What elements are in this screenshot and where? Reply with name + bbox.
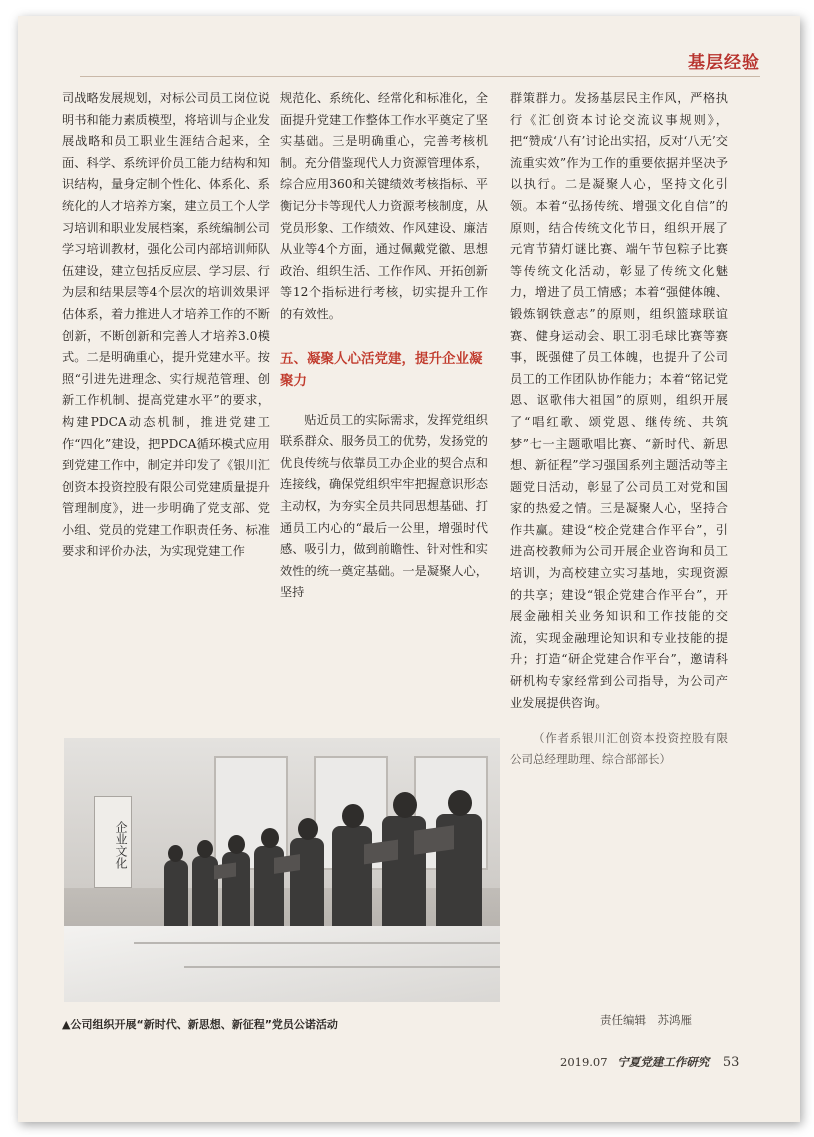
photo-person — [290, 838, 324, 932]
photo-party-pledge — [64, 738, 500, 1002]
photo-person — [164, 860, 188, 932]
author-byline: （作者系银川汇创资本投资控股有限公司总经理助理、综合部部长） — [510, 731, 728, 767]
paragraph: 司战略发展规划，对标公司员工岗位说明书和能力素质模型，将培训与企业发展战略和员工职业生涯结合起来，全面、科学、系统评价员工能力结构和知识结构，量身定制个性化、体系化、系统化的人才培养方案，建立员工个人学习培训和职业发展档案，系统编制公司学习培训教材，强化公司内部培训师队伍建设，建立包括反应层、学习层、行为层和结果层等4个层次的培训效果评估体系，着力推进人才培养工作的不断创新，不断创新和完善人才培养3.0模式。二是明确重心，提升党建水平。按照“引进先进理念、实行规范管理、创新工作机制、提高党建水平”的要求，构建PDCA动态机制，推进党建工作“四化”建设，把PDCA循环模式应用到党建工作中，制定并印发了《银川汇创资本投资控股有限公司党建质量提升管理制度》，进一步明确了党支部、党小组、党员的党建工作职责任务、标准要求和评价办法，为实现党建工作 — [62, 91, 270, 559]
paragraph: 贴近员工的实际需求，发挥党组织联系群众、服务员工的优势，发扬党的优良传统与依靠员工办企业的契合点和连接线，确保党组织牢牢把握意识形态主动权，为夯实全员共同思想基础、打通员工内心的“最后一公里，增强时代感、吸引力，做到前瞻性、针对性和实效性的统一奠定基础。一是凝聚人心，坚持 — [280, 412, 488, 600]
photo-head — [393, 792, 417, 818]
text-column-2 — [280, 88, 488, 604]
header-rule — [80, 76, 760, 77]
text-column-1 — [62, 88, 270, 563]
paragraph: 群策群力。发扬基层民主作风，严格执行《汇创资本讨论交流议事规则》，把“赞成‘八有’讨论出实招，反对‘八无’交流重实效”作为工作的重要依据并坚决予以执行。二是凝聚人心，坚持文化引领。本着“弘扬传统、增强文化自信”的原则，结合传统文化节日，组织开展了元宵节猜灯谜比赛、端午节包粽子比赛等传统文化活动，彰显了传统文化魅力，增进了员工情感；本着“强健体魄、锻炼钢铁意志”的原则，组织篮球联谊赛、健身运动会、职工羽毛球比赛等赛事，既强健了员工体魄，也提升了公司员工的工作团队协作能力；本着“铭记党恩、讴歌伟大祖国”的原则，组织开展了“唱红歌、颂党恩、继传统、共筑梦”七一主题歌唱比赛、“新时代、新思想、新征程”学习强国系列主题活动等主题党日活动，彰显了公司员工对党和国家的热爱之情。三是凝聚人心，坚持合作共赢。建设“校企党建合作平台”，引进高校教师为公司开展企业咨询和员工培训，为高校建立实习基地，实现资源的共享；建设“银企党建合作平台”，开展金融相关业务知识和工作技能的交流，实现金融理论知识和专业技能的提升；打造“研企党建合作平台”，邀请科研机构专家经常到公司指导，为公司产业发展提供咨询。 — [510, 91, 728, 710]
journal-name: 宁夏党建工作研究 — [617, 1055, 710, 1069]
photo-head — [197, 840, 213, 858]
page-footer — [560, 1054, 739, 1070]
section-tag: 基层经验 — [688, 53, 760, 73]
text-column-3 — [510, 88, 728, 770]
photo-head — [168, 845, 183, 862]
responsible-editor: 责任编辑 苏鸿雁 — [600, 1013, 692, 1027]
photo-head — [448, 790, 472, 816]
page-number: 53 — [722, 1055, 740, 1070]
photo-head — [298, 818, 318, 840]
photo-head — [261, 828, 279, 848]
photo-table-edge — [134, 942, 500, 944]
photo-table-edge — [184, 966, 500, 968]
photo-table — [64, 926, 500, 1002]
paragraph: 规范化、系统化、经常化和标准化，全面提升党建工作整体工作水平奠定了坚实基础。三是明确重心，完善考核机制。充分借鉴现代人力资源管理体系，综合应用360和关键绩效考核指标、平衡记分卡等现代人力资源考核制度，从党员形象、工作绩效、作风建设、廉洁从业等4个方面，通过佩戴党徽、思想政治、组织生活、工作作风、开拓创新等12个指标进行考核，切实提升工作的有效性。 — [280, 91, 488, 321]
issue-date: 2019.07 — [560, 1055, 608, 1069]
photo-caption: ▲公司组织开展“新时代、新思想、新征程”党员公诺活动 — [62, 1018, 338, 1031]
photo-head — [342, 804, 364, 828]
photo-person — [332, 826, 372, 932]
calligraphy-scroll: 企业文化 — [94, 796, 132, 888]
section-heading: 五、凝聚人心活党建，提升企业凝聚力 — [280, 350, 483, 389]
photo-head — [228, 835, 245, 854]
